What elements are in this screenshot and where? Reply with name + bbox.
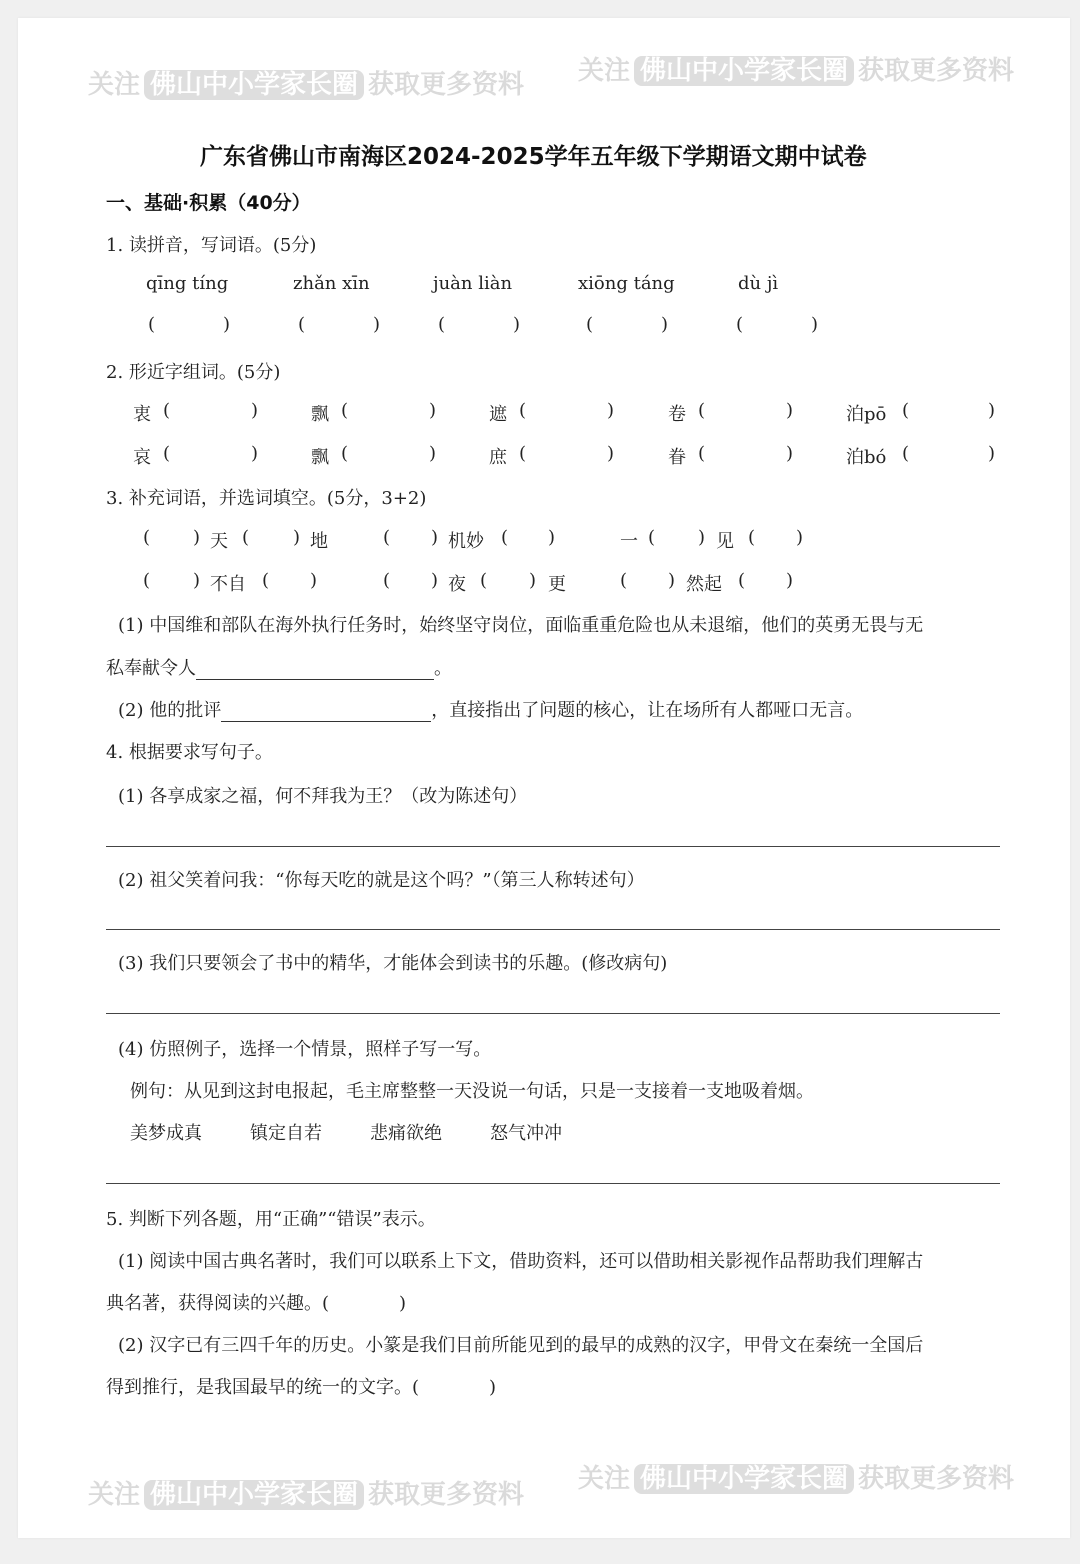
q2-paren-open: ( (163, 400, 171, 421)
q1-paren-close-1: ) (223, 314, 231, 335)
q5-sentence-1-line-2 (106, 1289, 406, 1315)
q4-example: 例句：从见到这封电报起，毛主席整整一天没说一句话，只是一支接着一支地吸着烟。 (130, 1081, 814, 1102)
q4-sentence-4: (4) 仿照例子，选择一个情景，照样子写一写。 (118, 1039, 492, 1060)
q3-paren-open: ( (748, 527, 756, 548)
q1-paren-close-2: ) (373, 314, 381, 335)
watermark-name: 佛山中小学家长圈 (144, 70, 364, 100)
q3-paren-close: ) (548, 527, 556, 548)
q3-sentence-1-line-1: (1) 中国维和部队在海外执行任务时，始终坚守岗位，面临重重危险也从未退缩，他们的英勇无畏与无 (118, 615, 924, 636)
q1-pinyin-3: juàn liàn (433, 273, 513, 294)
q1-paren-open-1: ( (148, 314, 156, 335)
q2-char-r1-2: 飘 (311, 404, 329, 425)
q3-paren-open: ( (383, 527, 391, 548)
q2-paren-open: ( (519, 400, 527, 421)
q2-paren-open: ( (902, 443, 910, 464)
q3-stem: 3. 补充词语，并选词填空。(5分，3+2) (106, 488, 427, 509)
exam-title: 广东省佛山市南海区2024-2025学年五年级下学期语文期中试卷 (200, 144, 867, 170)
q3-paren-close: ) (193, 570, 201, 591)
q3-sentence-1-pre: 私奉献令人 (106, 658, 196, 679)
q5-sentence-2-line-1: (2) 汉字已有三四千年的历史。小篆是我们目前所能见到的最早的成熟的汉字，甲骨文在秦统一全国后 (118, 1335, 924, 1356)
watermark-bottom-right (578, 1458, 1014, 1495)
q2-char-r2-3: 庶 (489, 447, 507, 468)
watermark-prefix: 关注 (578, 56, 631, 86)
watermark-bottom-left (88, 1474, 524, 1511)
q2-paren-close: ) (429, 443, 437, 464)
q2-char-r2-1: 哀 (133, 447, 151, 468)
q3-sentence-2 (118, 696, 863, 722)
q1-paren-close-4: ) (661, 314, 669, 335)
watermark-suffix: 获取更多资料 (368, 1480, 525, 1510)
q4-sentence-1: (1) 各享成家之福，何不拜我为王？（改为陈述句） (118, 786, 528, 807)
q3-paren-close: ) (193, 527, 201, 548)
q5-sentence-2-line-2 (106, 1373, 496, 1399)
q2-paren-open: ( (698, 443, 706, 464)
q3-word: 天 (210, 531, 228, 552)
q2-paren-close: ) (988, 443, 996, 464)
q4-option-2: 镇定自若 (250, 1123, 322, 1144)
q5-sentence-1-line-1: (1) 阅读中国古典名著时，我们可以联系上下文，借助资料，还可以借助相关影视作品帮助我们理解古 (118, 1251, 924, 1272)
q3-word: 见 (716, 531, 734, 552)
q2-paren-close: ) (251, 400, 259, 421)
q2-paren-close: ) (251, 443, 259, 464)
watermark-name: 佛山中小学家长圈 (144, 1480, 364, 1510)
q3-paren-close: ) (668, 570, 676, 591)
q2-char-r1-1: 衷 (133, 404, 151, 425)
q4-sentence-3: (3) 我们只要领会了书中的精华，才能体会到读书的乐趣。(修改病句) (118, 953, 668, 974)
q2-char-r1-4: 卷 (668, 404, 686, 425)
q3-paren-close: ) (310, 570, 318, 591)
q2-paren-close: ) (786, 443, 794, 464)
q1-pinyin-1: qīng tíng (146, 273, 229, 294)
watermark-prefix: 关注 (578, 1464, 631, 1494)
q2-paren-close: ) (429, 400, 437, 421)
q3-paren-open: ( (648, 527, 656, 548)
exam-page (18, 18, 1070, 1538)
q4-option-4: 怒气冲冲 (490, 1123, 562, 1144)
q5-sentence-1-text: 典名著，获得阅读的兴趣。( (106, 1293, 330, 1314)
watermark-suffix: 获取更多资料 (368, 70, 525, 100)
q2-paren-open: ( (163, 443, 171, 464)
q3-paren-open: ( (143, 570, 151, 591)
watermark-suffix: 获取更多资料 (858, 1464, 1015, 1494)
q3-paren-close: ) (796, 527, 804, 548)
q4-stem: 4. 根据要求写句子。 (106, 742, 273, 763)
q2-char-r1-5: 泊pō (846, 404, 887, 425)
q3-sentence-2-pre: (2) 他的批评 (118, 700, 222, 721)
q2-paren-close: ) (988, 400, 996, 421)
q2-paren-open: ( (519, 443, 527, 464)
q2-paren-close: ) (786, 400, 794, 421)
q2-paren-open: ( (698, 400, 706, 421)
q1-paren-open-5: ( (736, 314, 744, 335)
q3-paren-close: ) (698, 527, 706, 548)
watermark-top-right (578, 50, 1014, 87)
q3-paren-close: ) (786, 570, 794, 591)
q3-paren-open: ( (143, 527, 151, 548)
q2-paren-open: ( (341, 400, 349, 421)
watermark-suffix: 获取更多资料 (858, 56, 1015, 86)
q3-word: 更 (548, 574, 566, 595)
q2-paren-open: ( (341, 443, 349, 464)
q3-paren-open: ( (620, 570, 628, 591)
answer-line-3 (106, 1013, 1000, 1014)
q1-paren-open-2: ( (298, 314, 306, 335)
q2-char-r2-4: 眷 (668, 447, 686, 468)
watermark-prefix: 关注 (88, 70, 141, 100)
q1-paren-close-3: ) (513, 314, 521, 335)
q3-paren-close: ) (431, 570, 439, 591)
q3-word: 然起 (686, 574, 722, 595)
q3-word: 机妙 (448, 531, 484, 552)
q2-paren-open: ( (902, 400, 910, 421)
q1-paren-open-3: ( (438, 314, 446, 335)
q5-stem: 5. 判断下列各题，用“正确”“错误”表示。 (106, 1209, 436, 1230)
q3-paren-close: ) (529, 570, 537, 591)
blank-underline (221, 703, 431, 722)
q3-paren-open: ( (242, 527, 250, 548)
q5-paren-close: ) (399, 1293, 407, 1314)
watermark-prefix: 关注 (88, 1480, 141, 1510)
q3-word: 一 (620, 531, 638, 552)
q1-stem: 1. 读拼音，写词语。(5分) (106, 235, 317, 256)
q2-paren-close: ) (607, 400, 615, 421)
q3-paren-open: ( (480, 570, 488, 591)
answer-line-4 (106, 1183, 1000, 1184)
q3-sentence-1-line-2 (106, 654, 452, 680)
q5-sentence-2-text: 得到推行，是我国最早的统一的文字。( (106, 1377, 420, 1398)
q2-paren-close: ) (607, 443, 615, 464)
q3-paren-open: ( (383, 570, 391, 591)
watermark-top-left (88, 64, 524, 101)
blank-underline (196, 661, 434, 680)
q3-paren-open: ( (501, 527, 509, 548)
section-heading: 一、基础·积累（40分） (106, 192, 311, 214)
q4-option-1: 美梦成真 (130, 1123, 202, 1144)
q2-stem: 2. 形近字组词。(5分) (106, 362, 281, 383)
q3-word: 不自 (210, 574, 246, 595)
q4-option-3: 悲痛欲绝 (370, 1123, 442, 1144)
watermark-name: 佛山中小学家长圈 (634, 1464, 854, 1494)
watermark-name: 佛山中小学家长圈 (634, 56, 854, 86)
q2-char-r1-3: 遮 (489, 404, 507, 425)
answer-line-1 (106, 846, 1000, 847)
q2-char-r2-5: 泊bó (846, 447, 887, 468)
q1-pinyin-5: dù jì (738, 273, 779, 294)
q3-sentence-1-post: 。 (434, 658, 452, 679)
q3-sentence-2-post: ，直接指出了问题的核心，让在场所有人都哑口无言。 (431, 700, 864, 721)
q3-paren-close: ) (431, 527, 439, 548)
answer-line-2 (106, 929, 1000, 930)
q1-pinyin-2: zhǎn xīn (293, 273, 370, 294)
q3-word: 夜 (448, 574, 466, 595)
q2-char-r2-2: 飘 (311, 447, 329, 468)
q3-paren-close: ) (293, 527, 301, 548)
q5-paren-close: ) (489, 1377, 497, 1398)
q3-paren-open: ( (262, 570, 270, 591)
q4-sentence-2: (2) 祖父笑着问我：“你每天吃的就是这个吗？”（第三人称转述句） (118, 870, 645, 891)
q3-word: 地 (310, 531, 328, 552)
q1-paren-close-5: ) (811, 314, 819, 335)
q1-pinyin-4: xiōng táng (578, 273, 675, 294)
q3-paren-open: ( (738, 570, 746, 591)
q1-paren-open-4: ( (586, 314, 594, 335)
